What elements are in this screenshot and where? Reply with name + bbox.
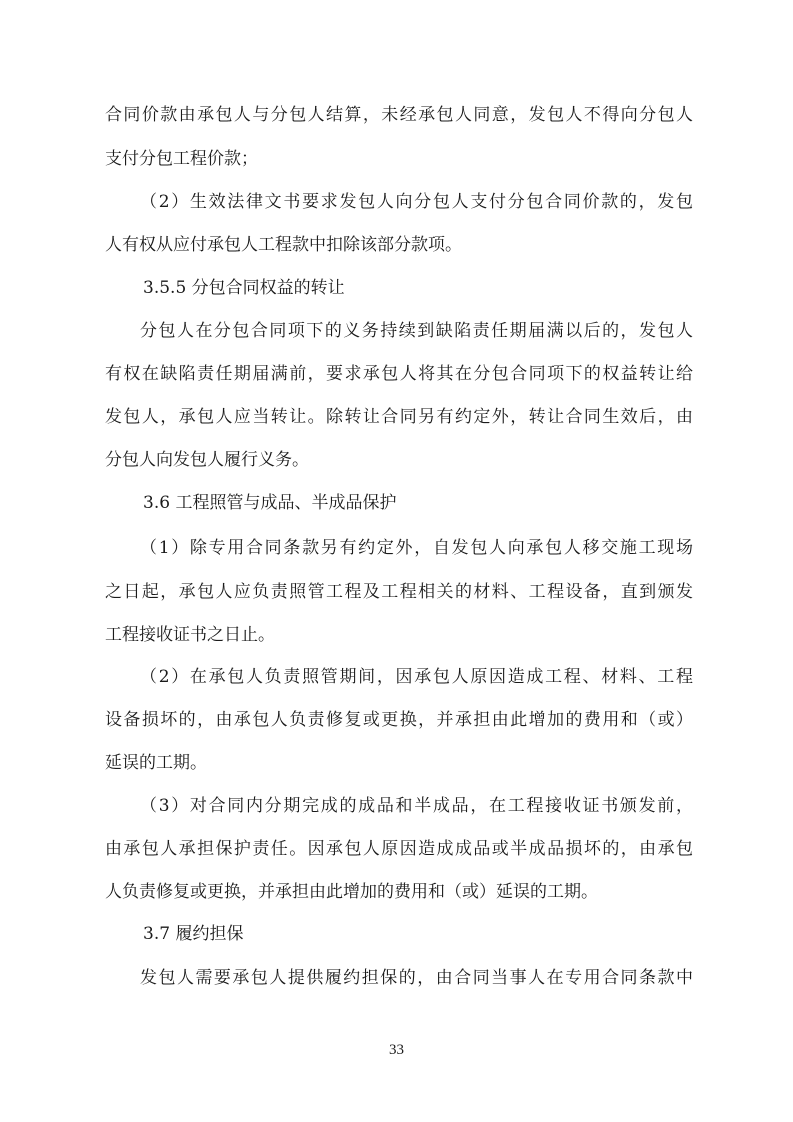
paragraph-line: 分包人向发包人履行义务。 [105,450,309,470]
paragraph-line: 由承包人承担保护责任。因承包人原因造成成品或半成品损坏的，由承包 [105,839,693,859]
paragraph-line: 发包人需要承包人提供履约担保的，由合同当事人在专用合同条款中 [140,968,693,988]
paragraph-line: 合同价款由承包人与分包人结算，未经承包人同意，发包人不得向分包人 [105,105,693,125]
paragraph-line: 人有权从应付承包人工程款中扣除该部分款项。 [105,235,462,255]
paragraph-line: （2）在承包人负责照管期间，因承包人原因造成工程、材料、工程 [140,667,693,687]
paragraph-line: 有权在缺陷责任期届满前，要求承包人将其在分包合同项下的权益转让给 [105,364,693,384]
paragraph-line: 分包人在分包合同项下的义务持续到缺陷责任期届满以后的，发包人 [140,321,693,341]
page-number: 33 [389,1042,404,1058]
section-heading: 3.7 履约担保 [143,924,244,944]
paragraph-line: （2）生效法律文书要求发包人向分包人支付分包合同价款的，发包 [140,192,693,212]
section-heading: 3.5.5 分包合同权益的转让 [143,278,345,298]
paragraph-line: 延误的工期。 [105,753,207,773]
paragraph-line: 支付分包工程价款； [105,149,258,169]
paragraph-line: 工程接收证书之日止。 [105,625,275,645]
paragraph-line: 设备损坏的，由承包人负责修复或更换，并承担由此增加的费用和（或） [105,710,693,730]
paragraph-line: （1）除专用合同条款另有约定外，自发包人向承包人移交施工现场 [140,538,693,558]
paragraph-line: 之日起，承包人应负责照管工程及工程相关的材料、工程设备，直到颁发 [105,582,693,602]
paragraph-line: 发包人，承包人应当转让。除转让合同另有约定外，转让合同生效后，由 [105,407,693,427]
paragraph-line: 人负责修复或更换，并承担由此增加的费用和（或）延误的工期。 [105,882,598,902]
section-heading: 3.6 工程照管与成品、半成品保护 [143,493,397,513]
paragraph-line: （3）对合同内分期完成的成品和半成品，在工程接收证书颁发前， [140,796,693,816]
